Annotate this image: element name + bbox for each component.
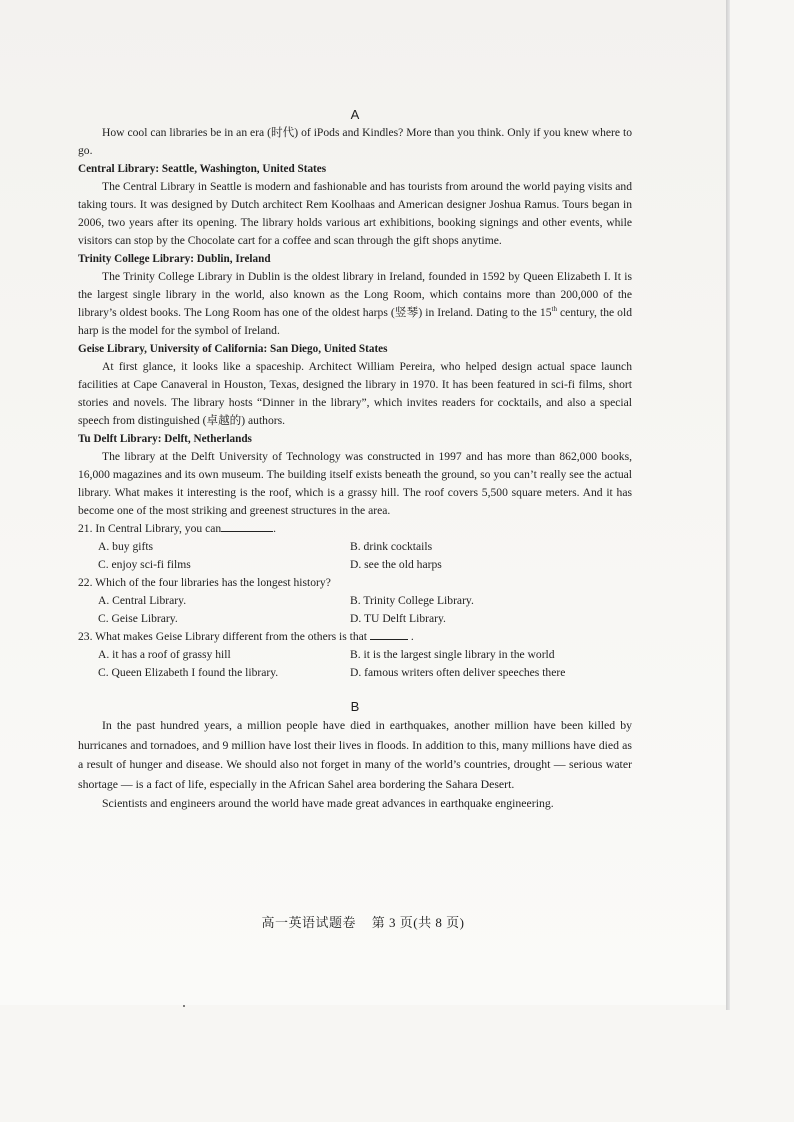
question-stem-text: 21. In Central Library, you can [78, 522, 222, 535]
library-text-delft: The library at the Delft University of Technology was constructed in 1997 and has more than 862,000 books, 16,000 magazines and its own museum. The building itself exists beneath the ground, so you can’t really see the actual library. What makes it interesting is the roof, which is a grassy hill. The roof covers 5,500 square meters. And it has become one of the most striking and greenest structures in the area. [78, 450, 632, 517]
question-23 [78, 628, 632, 682]
ordinal-suffix: th [551, 305, 557, 314]
library-heading-geise: Geise Library, University of California: San Diego, United States [78, 343, 388, 355]
section-b-letter: B [350, 699, 360, 714]
section-b [78, 698, 632, 814]
trinity-text-part2: century, the old harp is the model for the symbol of Ireland. [78, 306, 632, 337]
library-heading-delft: Tu Delft Library: Delft, Netherlands [78, 433, 252, 445]
library-text-trinity [78, 268, 632, 340]
section-b-paragraph-1: In the past hundred years, a million people have died in earthquakes, another million have been killed by hurricanes and tornadoes, and 9 million have lost their lives in floods. In addition to this, many millions have died as a result of hunger and disease. We should also not forget in many of the world’s countries, drought — serious water shortage — is a fact of life, especially in the African Sahel area bordering the Sahara Desert. [78, 718, 632, 791]
option-a: A. Central Library. [98, 594, 187, 607]
answer-blank [370, 628, 408, 640]
option-d: D. famous writers often deliver speeches there [350, 666, 566, 679]
option-a: A. buy gifts [98, 540, 154, 553]
question-22 [78, 574, 632, 628]
option-b: B. drink cocktails [350, 540, 433, 553]
answer-blank [221, 520, 273, 532]
page-footer [0, 912, 726, 931]
footer-title: 高一英语试题卷 [261, 915, 357, 930]
section-a-intro: How cool can libraries be in an era (时代) of iPods and Kindles? More than you think. Only if you knew where to go. [78, 126, 632, 157]
trinity-text-part1: The Trinity College Library in Dublin is the oldest library in Ireland, founded in 1592 by Queen Elizabeth I. It is the largest single library in the world, also known as the Long Room, which contains more than 200,000 of the library’s oldest books. The Long Room has one of the oldest harps (竖琴) in Ireland. Dating to the 15 [78, 270, 632, 319]
option-b: B. it is the largest single library in the world [350, 648, 555, 661]
library-text-central: The Central Library in Seattle is modern and fashionable and has tourists from around the world paying visits and taking tours. It was designed by Dutch architect Rem Koolhaas and American designer Joshua Ramus. Tours began in 2006, two years after its opening. The library holds various art exhibitions, booking signings and other events, while visitors can stop by the Chocolate cart for a coffee and scan through the gift shops anytime. [78, 180, 632, 247]
exam-page-content [78, 106, 632, 814]
question-stem [78, 520, 632, 538]
question-stem: 22. Which of the four libraries has the longest history? [78, 576, 331, 589]
library-text-geise: At first glance, it looks like a spaceship. Architect William Pereira, who helped design actual space launch facilities at Cape Canaveral in Houston, Texas, designed the library in 1970. It has been featured in sci-fi films, short stories and novels. The library hosts “Dinner in the library”, which invites readers for cocktails, and also a special speech from distinguished (卓越的) authors. [78, 360, 632, 427]
option-c: C. enjoy sci-fi films [98, 558, 191, 571]
library-heading-trinity: Trinity College Library: Dublin, Ireland [78, 253, 271, 265]
question-options [78, 592, 632, 628]
question-options [78, 538, 632, 574]
option-d: D. see the old harps [350, 558, 442, 571]
option-c: C. Geise Library. [98, 612, 178, 625]
option-d: D. TU Delft Library. [350, 612, 446, 625]
option-a: A. it has a roof of grassy hill [98, 648, 231, 661]
footer-page-number: 第 3 页(共 8 页) [371, 915, 465, 930]
question-stem-tail: . [273, 522, 277, 535]
library-heading-central: Central Library: Seattle, Washington, United States [78, 163, 327, 175]
section-a-letter: A [350, 107, 360, 122]
question-stem [78, 628, 632, 646]
page-edge [726, 0, 730, 1010]
option-b: B. Trinity College Library. [350, 594, 474, 607]
question-21 [78, 520, 632, 574]
option-c: C. Queen Elizabeth I found the library. [98, 666, 279, 679]
section-b-paragraph-2: Scientists and engineers around the world have made great advances in earthquake engineering. [102, 796, 554, 810]
scan-speck [183, 1005, 185, 1007]
question-stem-text: 23. What makes Geise Library different from the others is that [78, 630, 368, 643]
question-options [78, 646, 632, 682]
question-stem-tail: . [410, 630, 414, 643]
